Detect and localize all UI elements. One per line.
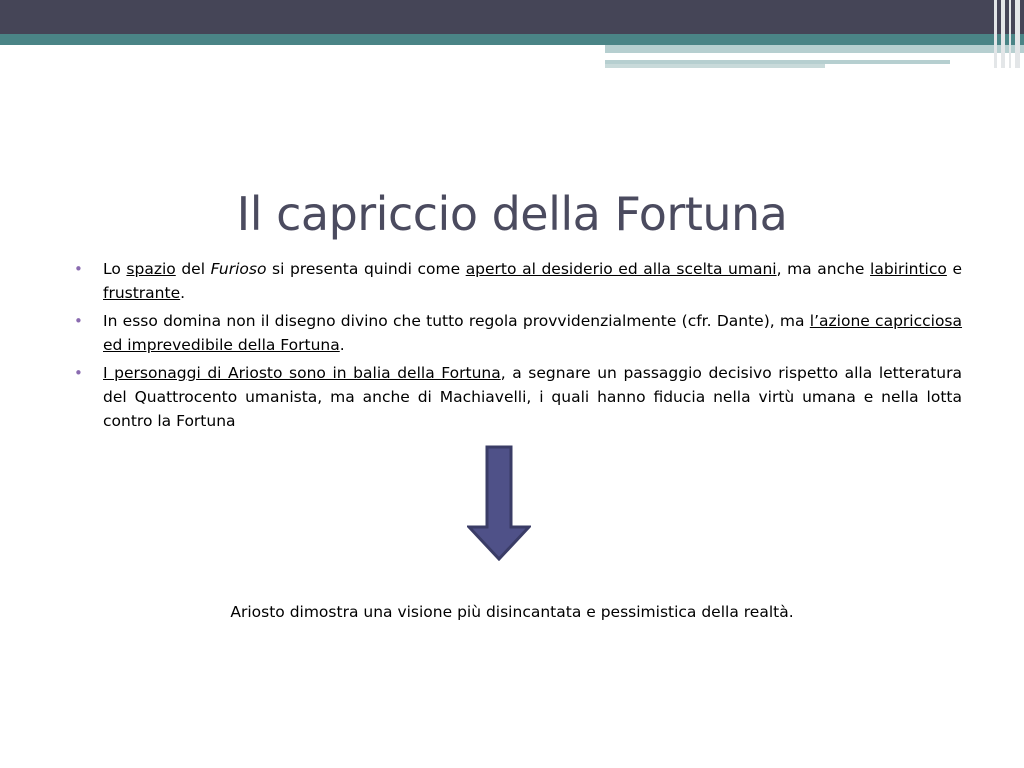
header-teal-band (0, 34, 1024, 45)
underlined-text: l’azione capricciosa ed imprevedibile della Fortuna (103, 312, 963, 354)
underlined-text: labirintico (870, 260, 947, 278)
header-dark-band (0, 0, 1024, 34)
underlined-text: aperto al desiderio ed alla scelta umani (465, 260, 777, 278)
header-edge-stripes (992, 0, 1024, 68)
bullet-text: Lo (103, 260, 127, 278)
underlined-text: I personaggi di Ariosto sono in balia della Fortuna (103, 364, 501, 382)
bullet-text: e (946, 260, 962, 278)
italic-text: Furioso (210, 260, 267, 278)
bullet-text: . (339, 336, 345, 354)
bullet-item (74, 361, 962, 433)
conclusion-text: Ariosto dimostra una visione più disincantata e pessimistica della realtà. (230, 603, 794, 621)
bullet-item (74, 257, 962, 305)
slide-title: Il capriccio della Fortuna (236, 186, 788, 241)
bullet-item (74, 309, 962, 357)
header-light-line-short (605, 64, 825, 68)
bullet-text: , a segnare un passaggio decisivo rispetto alla letteratura del Quattrocento umanista, ma anche di Machiavelli, i quali hanno fiducia nella virtù umana e nella lotta contro la Fortuna (103, 364, 962, 430)
down-arrow-shape (469, 447, 529, 559)
underlined-text: frustrante (103, 284, 181, 302)
bullet-text: In esso domina non il disegno divino che tutto regola provvidenzialmente (cfr. Dante), ma (103, 312, 810, 330)
bullet-text: del (175, 260, 211, 278)
bullet-text: , ma anche (776, 260, 871, 278)
bullet-list (74, 257, 962, 437)
bullet-text: si presenta quindi come (266, 260, 466, 278)
down-arrow-icon (467, 445, 531, 561)
header-light-band (605, 45, 1024, 53)
bullet-text: . (180, 284, 186, 302)
underlined-text: spazio (126, 260, 176, 278)
